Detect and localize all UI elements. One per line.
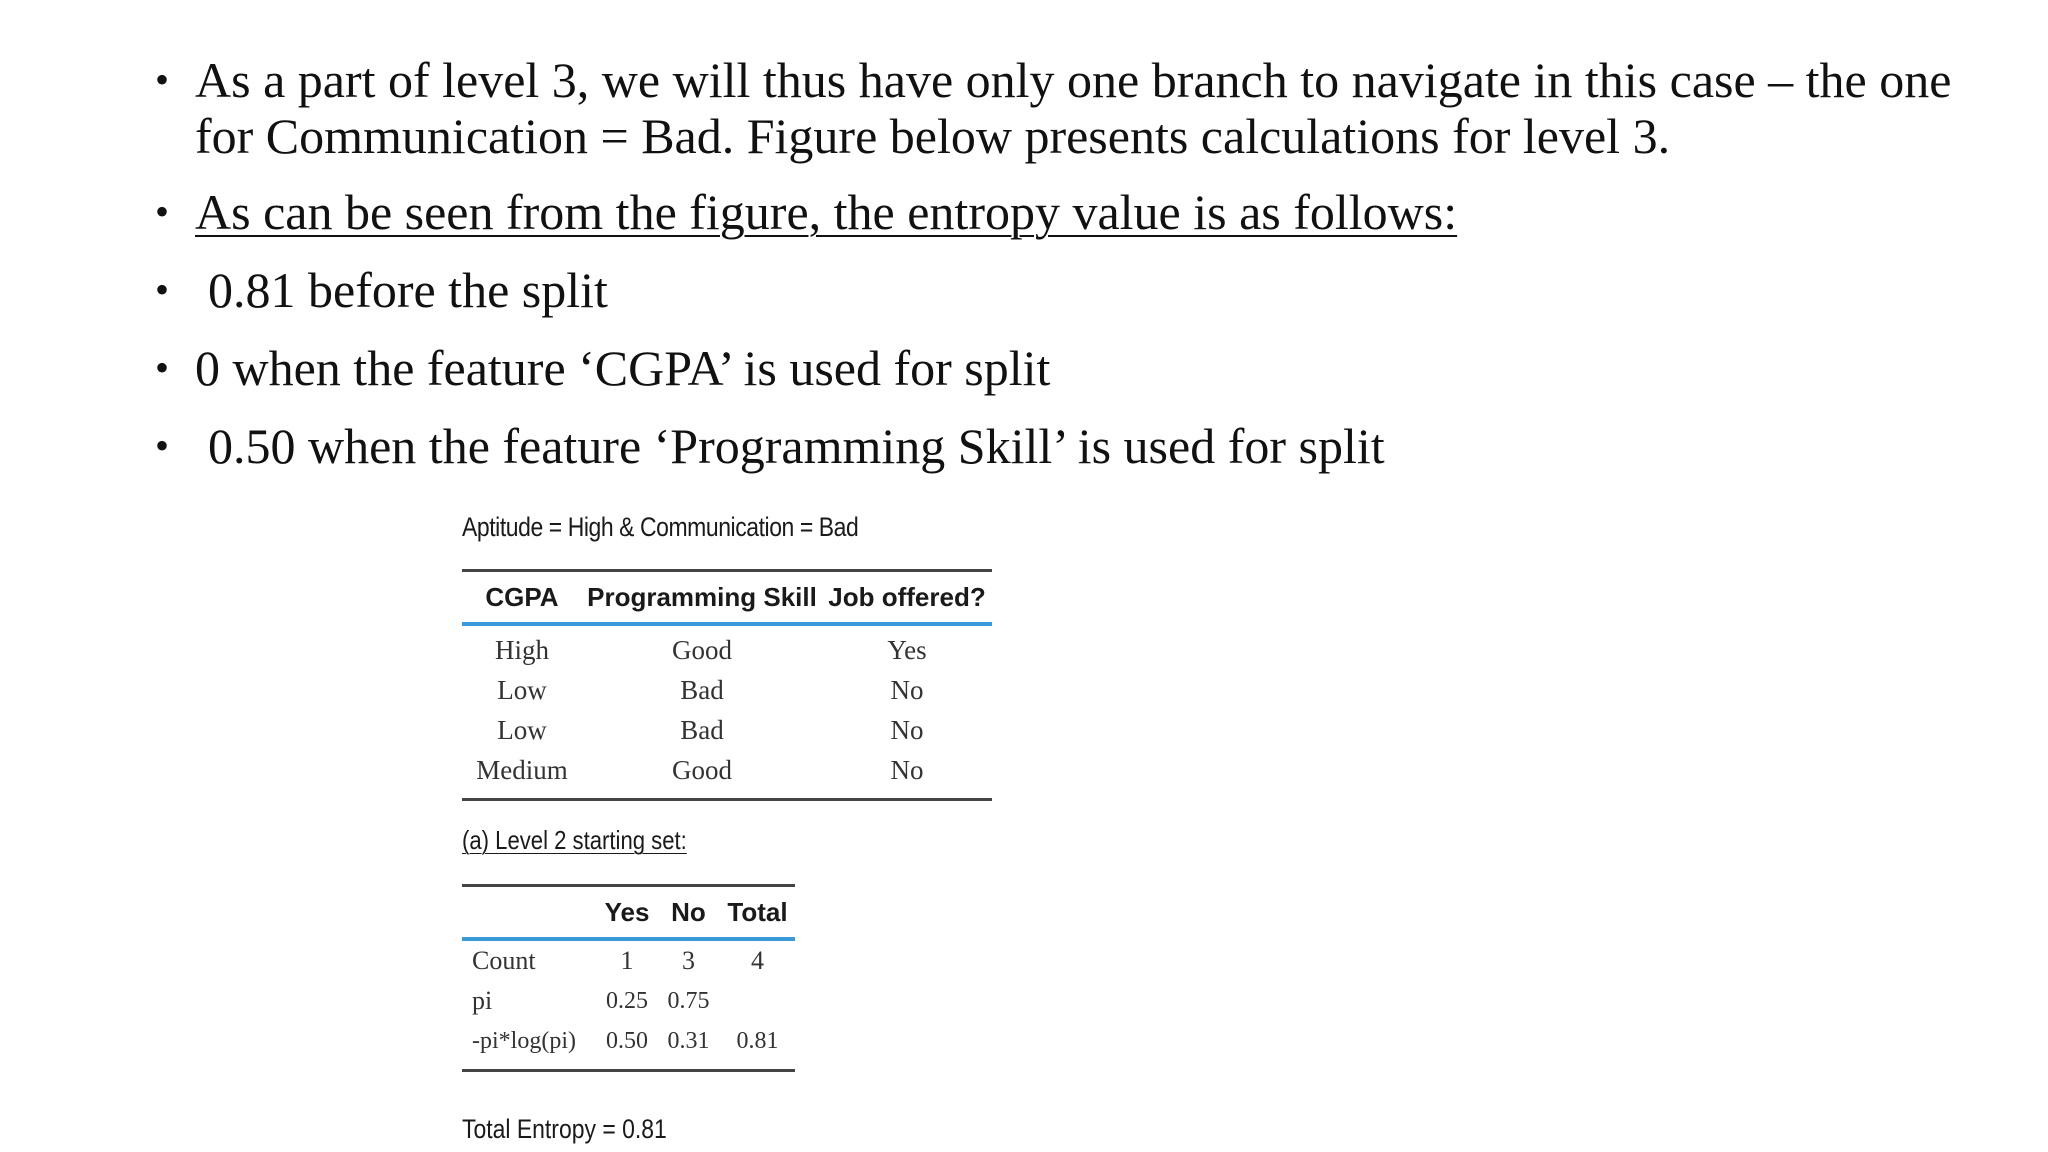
- bullet-list: [155, 52, 1995, 474]
- bullet-dot: •: [155, 57, 170, 102]
- table-cell: Bad: [680, 674, 724, 705]
- table-cell: 0.75: [667, 987, 710, 1014]
- table-cell: High: [495, 634, 549, 665]
- table-cell: 0.25: [606, 987, 648, 1014]
- table-cell: Bad: [680, 714, 724, 745]
- column-header: [462, 886, 597, 940]
- column-header: Job offered?: [822, 571, 992, 625]
- table-cell: Yes: [887, 634, 927, 665]
- table-cell: Low: [497, 714, 547, 745]
- bullet-text: 0 when the feature ‘CGPA’ is used for split: [195, 340, 1051, 396]
- table-row: [462, 710, 992, 750]
- table-cell: 0.81: [736, 1027, 779, 1054]
- bullet-text: As can be seen from the figure, the entropy value is as follows:: [195, 184, 1458, 240]
- column-header: Programming Skill: [582, 571, 822, 625]
- bullet-item: [155, 184, 1995, 240]
- column-header: Yes: [597, 886, 657, 940]
- table-row: [462, 981, 795, 1021]
- bullet-dot: •: [155, 189, 170, 234]
- bullet-item: [155, 52, 1995, 164]
- bullet-text: As a part of level 3, we will thus have only one branch to navigate in this case – the one for Communication = Bad. Figure below presents calculations for level 3.: [195, 52, 1952, 164]
- row-label: -pi*log(pi): [472, 1027, 576, 1054]
- table-cell: Good: [672, 754, 732, 785]
- table-row: [462, 750, 992, 800]
- table-cell: Low: [497, 674, 547, 705]
- column-header: No: [657, 886, 720, 940]
- bullet-dot: •: [155, 345, 170, 390]
- table-cell: Medium: [476, 754, 568, 785]
- table-header-row: [462, 886, 795, 940]
- row-label: Count: [472, 946, 536, 975]
- bullet-text: 0.50 when the feature ‘Programming Skill’ is used for split: [208, 418, 1385, 474]
- table-cell: 0.50: [606, 1027, 648, 1054]
- table-cell: [720, 981, 795, 1021]
- starting-set-table: [462, 569, 992, 801]
- bullet-item: [155, 262, 1995, 318]
- table-cell: 1: [620, 946, 634, 975]
- entropy-calc-table: [462, 884, 795, 1072]
- table-cell: No: [890, 754, 924, 785]
- table-cell: Good: [672, 634, 732, 665]
- table-cell: 3: [681, 946, 695, 975]
- column-header: CGPA: [462, 571, 582, 625]
- table-cell: No: [890, 714, 924, 745]
- figure-title: Aptitude = High & Communication = Bad: [462, 512, 859, 542]
- table-cell: 4: [751, 946, 764, 975]
- bullet-dot: •: [155, 423, 170, 468]
- bullet-item: [155, 340, 1995, 396]
- table-row: [462, 1021, 795, 1071]
- bullet-text: 0.81 before the split: [208, 262, 608, 318]
- figure-caption: (a) Level 2 starting set:: [462, 825, 687, 855]
- column-header: Total: [720, 886, 795, 940]
- table-row: [462, 624, 992, 670]
- table-header-row: [462, 571, 992, 625]
- total-entropy: Total Entropy = 0.81: [462, 1114, 667, 1144]
- table-cell: 0.31: [667, 1027, 710, 1054]
- entropy-figure: [462, 512, 1022, 1144]
- bullet-item: [155, 418, 1995, 474]
- table-row: [462, 670, 992, 710]
- table-cell: No: [890, 674, 924, 705]
- table-row: [462, 939, 795, 981]
- row-label: pi: [472, 986, 493, 1015]
- bullet-dot: •: [155, 267, 170, 312]
